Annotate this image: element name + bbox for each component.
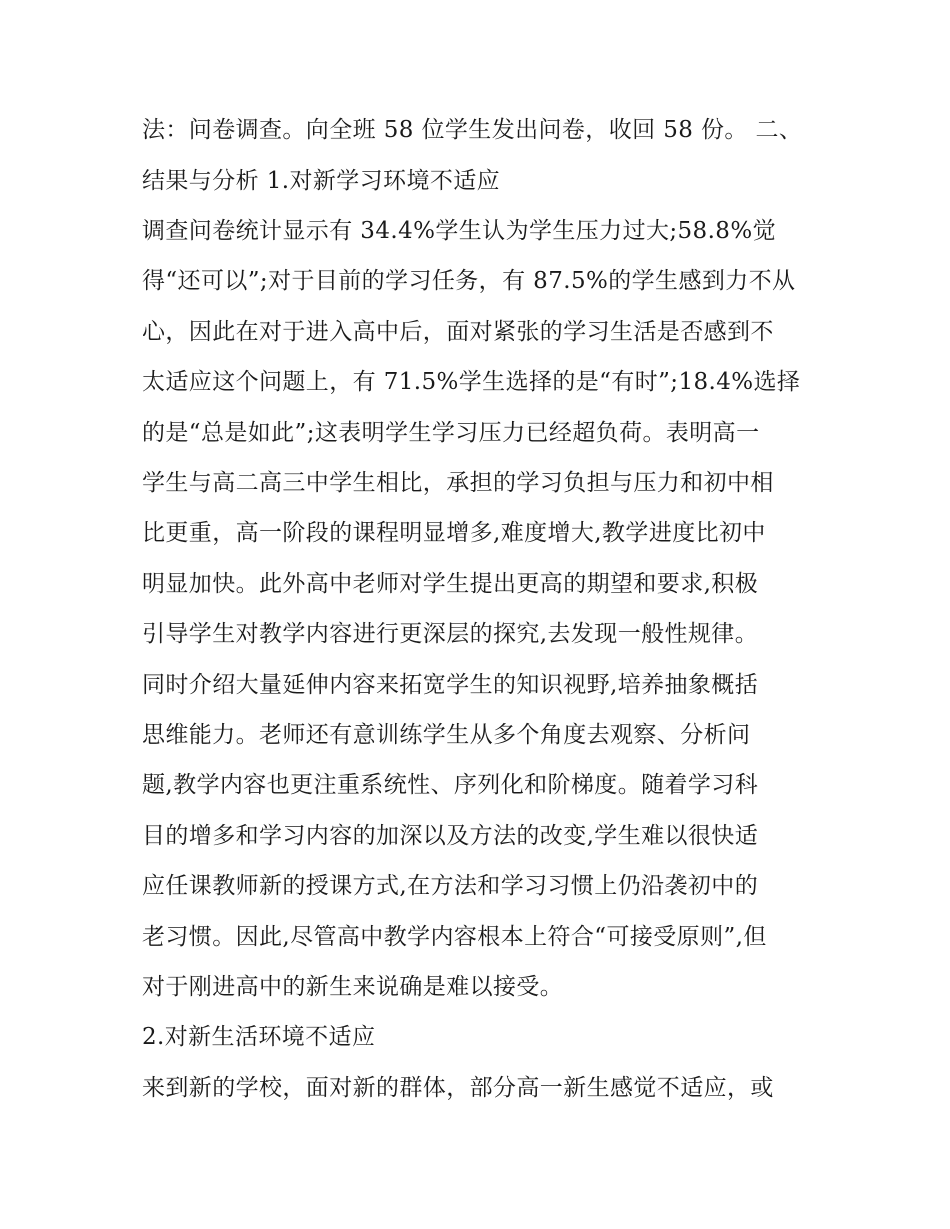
- text-line: 太适应这个问题上，有 71.5%学生选择的是“有时”;18.4%选择: [142, 369, 801, 395]
- text-line: 明显加快。此外高中老师对学生提出更高的期望和要求,积极: [142, 571, 759, 597]
- text-line: 引导学生对教学内容进行更深层的探究,去发现一般性规律。: [142, 621, 759, 647]
- text-line: 的是“总是如此”;这表明学生学习压力已经超负荷。表明高一: [142, 420, 760, 446]
- text-line: 心，因此在对于进入高中后，面对紧张的学习生活是否感到不: [142, 319, 774, 345]
- section-heading: 结果与分析 1.对新学习环境不适应: [142, 168, 501, 194]
- section-heading: 2.对新生活环境不适应: [142, 1024, 376, 1050]
- text-line: 调查问卷统计显示有 34.4%学生认为学生压力过大;58.8%觉: [142, 218, 776, 244]
- text-line: 同时介绍大量延伸内容来拓宽学生的知识视野,培养抽象概括: [142, 672, 759, 698]
- text-line: 比更重，高一阶段的课程明显增多,难度增大,教学进度比初中: [142, 520, 766, 546]
- text-line: 思维能力。老师还有意训练学生从多个角度去观察、分析问: [142, 722, 751, 748]
- text-line: 法：问卷调查。向全班 58 位学生发出问卷，收回 58 份。 二、: [142, 117, 803, 143]
- text-line: 对于刚进高中的新生来说确是难以接受。: [142, 974, 564, 1000]
- text-line: 应任课教师新的授课方式,在方法和学习习惯上仍沿袭初中的: [142, 873, 759, 899]
- text-line: 目的增多和学习内容的加深以及方法的改变,学生难以很快适: [142, 823, 759, 849]
- text-line: 得“还可以”;对于目前的学习任务，有 87.5%的学生感到力不从: [142, 268, 796, 294]
- text-line: 学生与高二高三中学生相比，承担的学习负担与压力和初中相: [142, 470, 774, 496]
- text-line: 题,教学内容也更注重系统性、序列化和阶梯度。随着学习科: [142, 772, 759, 798]
- text-line: 来到新的学校，面对新的群体，部分高一新生感觉不适应，或: [142, 1075, 774, 1101]
- text-line: 老习惯。因此,尽管高中教学内容根本上符合“可接受原则”,但: [142, 924, 767, 950]
